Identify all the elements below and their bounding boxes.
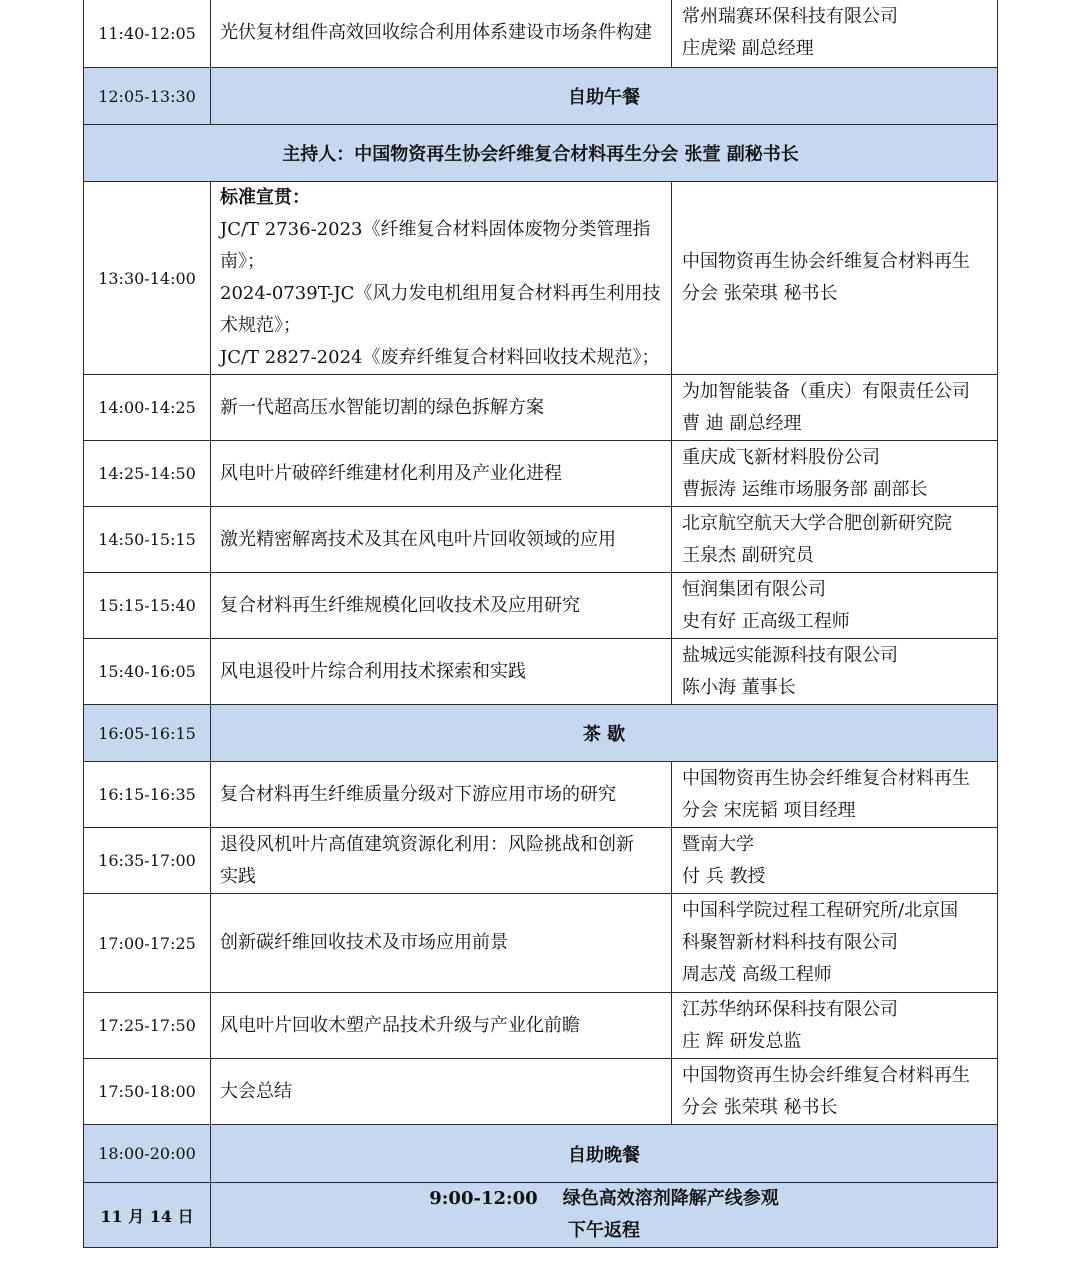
speaker-org: 暨南大学 xyxy=(682,833,754,855)
time-cell: 16:05-16:15 xyxy=(84,705,211,762)
time-cell: 17:50-18:00 xyxy=(84,1059,211,1125)
speaker-org: 江苏华纳环保科技有限公司 xyxy=(682,998,898,1020)
speaker-org: 盐城远实能源科技有限公司 xyxy=(682,644,898,666)
speaker-org: 科聚智新材料科技有限公司 xyxy=(682,932,898,953)
day-activity-cell xyxy=(211,1183,998,1248)
table-row xyxy=(84,639,998,705)
time-cell: 16:35-17:00 xyxy=(84,828,211,894)
speaker-person: 付 兵 教授 xyxy=(682,865,766,887)
topic-line: 退役风机叶片高值建筑资源化利用：风险挑战和创新 xyxy=(220,833,634,855)
speaker-person: 曹 迪 副总经理 xyxy=(682,412,802,434)
break-label: 茶 歇 xyxy=(211,705,998,762)
topic-cell: 激光精密解离技术及其在风电叶片回收领域的应用 xyxy=(211,507,672,573)
time-cell: 18:00-20:00 xyxy=(84,1125,211,1183)
topic-cell xyxy=(211,828,672,894)
table-row xyxy=(84,1059,998,1125)
speaker-cell xyxy=(672,182,998,375)
time-cell: 15:15-15:40 xyxy=(84,573,211,639)
speaker-cell xyxy=(672,507,998,573)
speaker-cell xyxy=(672,762,998,828)
topic-cell: 复合材料再生纤维质量分级对下游应用市场的研究 xyxy=(211,762,672,828)
speaker-cell xyxy=(672,894,998,993)
table-row xyxy=(84,762,998,828)
speaker-person: 庄虎梁 副总经理 xyxy=(682,38,814,59)
table-row xyxy=(84,0,998,68)
break-row-lunch xyxy=(84,68,998,125)
topic-cell: 风电叶片破碎纤维建材化利用及产业化进程 xyxy=(211,441,672,507)
speaker-cell xyxy=(672,441,998,507)
speaker-person: 王泉杰 副研究员 xyxy=(682,544,814,566)
speaker-cell xyxy=(672,1059,998,1125)
speaker-org: 常州瑞赛环保科技有限公司 xyxy=(682,6,898,27)
time-cell: 12:05-13:30 xyxy=(84,68,211,125)
speaker-org: 中国物资再生协会纤维复合材料再生 xyxy=(682,767,970,789)
topic-cell: 光伏复材组件高效回收综合利用体系建设市场条件构建 xyxy=(211,0,672,68)
speaker-cell xyxy=(672,0,998,68)
speaker-cell xyxy=(672,639,998,705)
speaker-cell xyxy=(672,828,998,894)
speaker-org: 为加智能装备（重庆）有限责任公司 xyxy=(682,380,970,402)
speaker-person: 分会 宋庑韬 项目经理 xyxy=(682,799,856,821)
speaker-person: 庄 辉 研发总监 xyxy=(682,1030,802,1052)
topic-cell: 风电退役叶片综合利用技术探索和实践 xyxy=(211,639,672,705)
break-row-dinner xyxy=(84,1125,998,1183)
speaker-cell xyxy=(672,573,998,639)
standard-title: 标准宣贯： xyxy=(220,187,310,208)
speaker-org: 中国物资再生协会纤维复合材料再生 xyxy=(682,1064,970,1086)
standard-line: 2024-0739T-JC《风力发电机组用复合材料再生利用技 xyxy=(220,283,661,304)
topic-cell: 复合材料再生纤维规模化回收技术及应用研究 xyxy=(211,573,672,639)
standard-line: 术规范》； xyxy=(220,315,301,336)
speaker-org: 中国物资再生协会纤维复合材料再生 xyxy=(682,251,970,272)
speaker-person: 周志茂 高级工程师 xyxy=(682,964,832,985)
break-label: 自助晚餐 xyxy=(211,1125,998,1183)
table-row xyxy=(84,573,998,639)
time-cell: 14:00-14:25 xyxy=(84,375,211,441)
time-cell: 13:30-14:00 xyxy=(84,182,211,375)
time-cell: 14:50-15:15 xyxy=(84,507,211,573)
time-cell: 16:15-16:35 xyxy=(84,762,211,828)
speaker-org: 重庆成飞新材料股份公司 xyxy=(682,446,880,468)
standard-line: JC/T 2736-2023《纤维复合材料固体废物分类管理指南》； xyxy=(220,219,651,272)
topic-cell: 新一代超高压水智能切割的绿色拆解方案 xyxy=(211,375,672,441)
speaker-org: 北京航空航天大学合肥创新研究院 xyxy=(682,512,952,534)
topic-cell: 风电叶片回收木塑产品技术升级与产业化前瞻 xyxy=(211,993,672,1059)
topic-line: 实践 xyxy=(220,865,256,887)
speaker-cell xyxy=(672,993,998,1059)
agenda-table xyxy=(83,0,998,1248)
date-cell: 11 月 14 日 xyxy=(84,1183,211,1248)
speaker-person: 史有好 正高级工程师 xyxy=(682,610,850,632)
speaker-org: 中国科学院过程工程研究所/北京国 xyxy=(682,900,959,921)
table-row xyxy=(84,182,998,375)
topic-cell: 大会总结 xyxy=(211,1059,672,1125)
speaker-person: 分会 张荣琪 秘书长 xyxy=(682,1096,838,1118)
topic-cell: 创新碳纤维回收技术及市场应用前景 xyxy=(211,894,672,993)
time-cell: 17:25-17:50 xyxy=(84,993,211,1059)
day-activity-line: 下午返程 xyxy=(568,1220,640,1241)
day-activity-line: 9:00-12:00 绿色高效溶剂降解产线参观 xyxy=(429,1188,779,1209)
time-cell: 17:00-17:25 xyxy=(84,894,211,993)
day-row xyxy=(84,1183,998,1248)
speaker-person: 陈小海 董事长 xyxy=(682,676,796,698)
standard-line: JC/T 2827-2024《废弃纤维复合材料回收技术规范》； xyxy=(220,347,660,368)
break-label: 自助午餐 xyxy=(211,68,998,125)
break-row-tea xyxy=(84,705,998,762)
table-row xyxy=(84,828,998,894)
table-row xyxy=(84,441,998,507)
topic-cell xyxy=(211,182,672,375)
time-cell: 15:40-16:05 xyxy=(84,639,211,705)
host-label: 主持人：中国物资再生协会纤维复合材料再生分会 张萱 副秘书长 xyxy=(84,125,998,182)
host-row xyxy=(84,125,998,182)
table-row xyxy=(84,894,998,993)
table-row xyxy=(84,375,998,441)
table-row xyxy=(84,507,998,573)
speaker-person: 分会 张荣琪 秘书长 xyxy=(682,283,838,304)
table-row xyxy=(84,993,998,1059)
speaker-person: 曹振涛 运维市场服务部 副部长 xyxy=(682,478,928,500)
time-cell: 14:25-14:50 xyxy=(84,441,211,507)
speaker-org: 恒润集团有限公司 xyxy=(682,578,826,600)
speaker-cell xyxy=(672,375,998,441)
time-cell: 11:40-12:05 xyxy=(84,0,211,68)
